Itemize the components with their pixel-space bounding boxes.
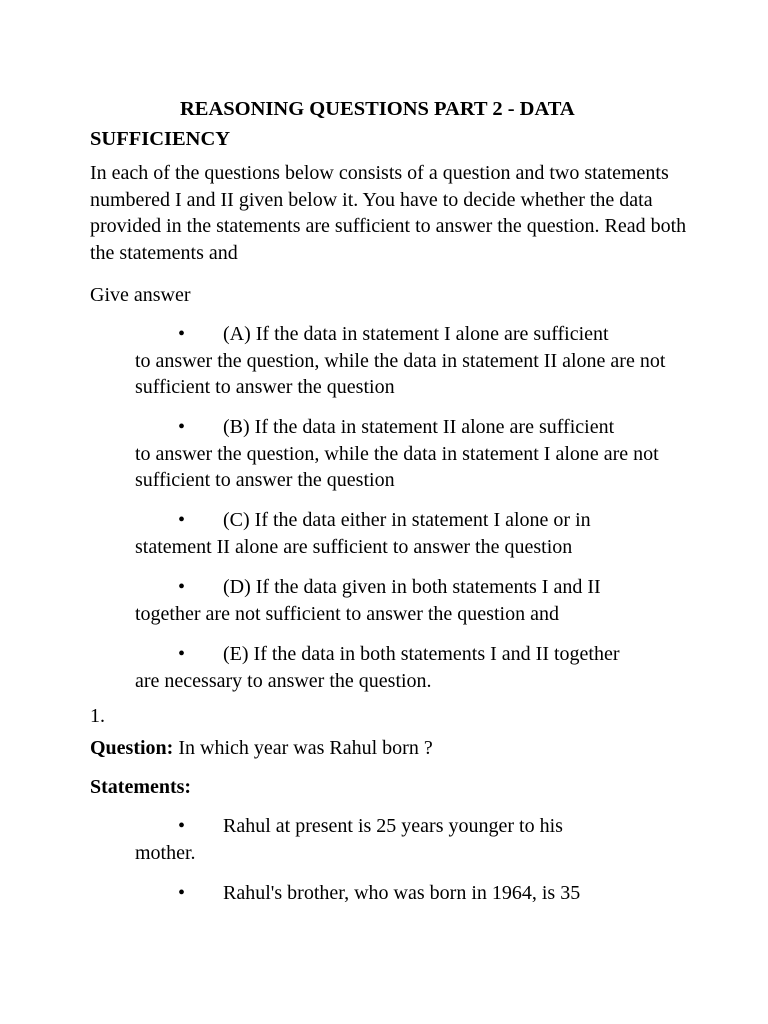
statement-1-line1: Rahul at present is 25 years younger to his: [223, 815, 563, 837]
option-a: [135, 321, 685, 401]
option-d: [135, 574, 685, 627]
option-c: [135, 507, 685, 560]
statement-2: [135, 880, 685, 907]
bullet-icon: •: [178, 643, 186, 665]
question-number: 1.: [90, 705, 105, 727]
option-c-rest: statement II alone are sufficient to answer the question: [135, 535, 573, 558]
give-answer-label: Give answer: [90, 284, 191, 306]
option-e-line1: (E) If the data in both statements I and II together: [223, 643, 620, 665]
option-d-rest: together are not sufficient to answer the question and: [135, 602, 559, 625]
question-text: In which year was Rahul born ?: [178, 737, 433, 759]
bullet-icon: •: [178, 416, 186, 438]
statement-1: [135, 813, 685, 866]
bullet-icon: •: [178, 323, 186, 345]
question-label: Question:: [90, 737, 174, 759]
option-e-rest: are necessary to answer the question.: [135, 669, 432, 692]
statement-1-rest: mother.: [135, 841, 196, 864]
page-title: REASONING QUESTIONS PART 2 - DATA SUFFICIENCY: [90, 98, 574, 150]
option-e: [135, 641, 685, 694]
option-a-line1: (A) If the data in statement I alone are sufficient: [223, 323, 609, 345]
intro-paragraph: In each of the questions below consists of a question and two statements numbered I and II given below it. You have to decide whether the data provided in the statements are sufficient to answer the question. Read both the statements and: [90, 162, 687, 264]
bullet-icon: •: [178, 509, 186, 531]
question-line: [90, 735, 433, 762]
statements-label: Statements:: [90, 776, 192, 798]
option-b: [135, 414, 685, 494]
option-a-rest: to answer the question, while the data in statement II alone are not sufficient to answer the question: [135, 349, 666, 398]
option-d-line1: (D) If the data given in both statements I and II: [223, 576, 601, 598]
option-b-line1: (B) If the data in statement II alone are sufficient: [223, 416, 615, 438]
statement-2-line1: Rahul's brother, who was born in 1964, is 35: [223, 882, 581, 904]
bullet-icon: •: [178, 815, 186, 837]
option-c-line1: (C) If the data either in statement I alone or in: [223, 509, 591, 531]
option-b-rest: to answer the question, while the data in statement I alone are not sufficient to answer the question: [135, 442, 659, 491]
bullet-icon: •: [178, 576, 186, 598]
bullet-icon: •: [178, 882, 186, 904]
